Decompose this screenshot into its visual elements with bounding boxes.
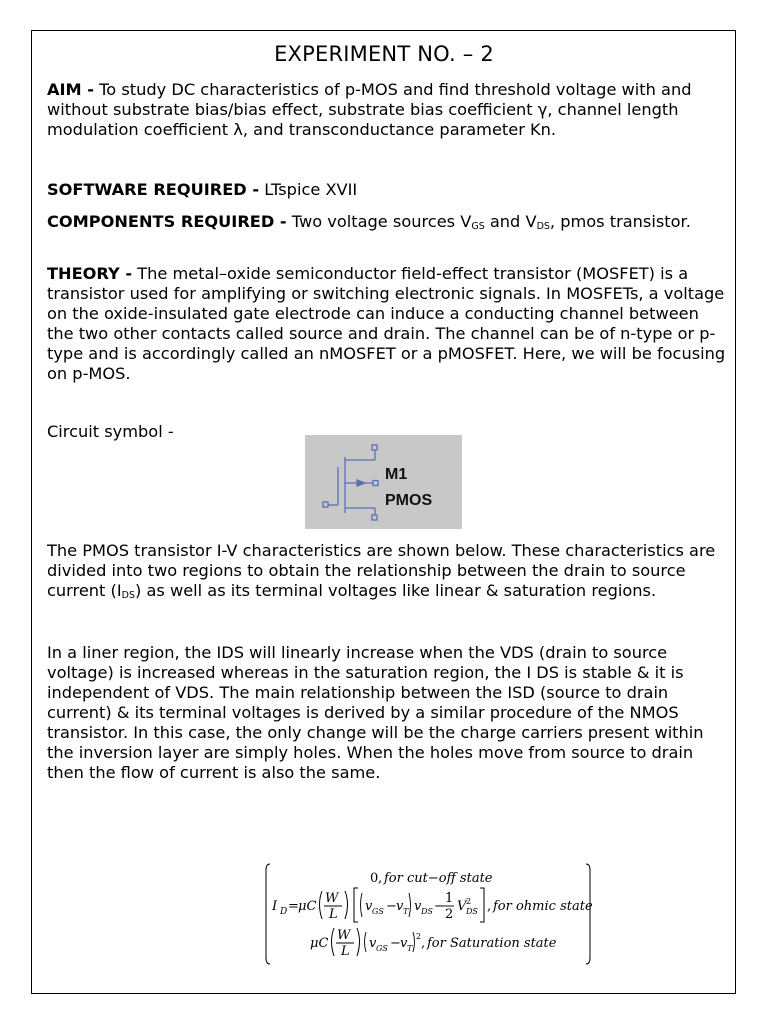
svg-text:T: T xyxy=(403,907,409,916)
eq-zero: 0 xyxy=(370,871,379,886)
components-text-after: , pmos transistor. xyxy=(549,212,691,231)
components-text-mid: and V xyxy=(484,212,537,231)
pmos-symbol-image xyxy=(305,435,462,529)
components-text-before: Two voltage sources V xyxy=(286,212,472,231)
svg-text:=: = xyxy=(288,899,299,914)
svg-text:T: T xyxy=(407,944,413,953)
iv-characteristics-paragraph xyxy=(47,541,727,606)
software-label: SOFTWARE REQUIRED - xyxy=(47,180,260,199)
aim-text: To study DC characteristics of p-MOS and find threshold voltage with and without substrate bias/bias effect, substrate bias coefficient γ, channel length modulation coefficient λ, and transconductance parameter Kn. xyxy=(47,80,692,139)
svg-text:−: − xyxy=(434,899,445,914)
theory-label: THEORY - xyxy=(47,264,133,283)
svg-text:L: L xyxy=(329,907,338,922)
aim-label: AIM - xyxy=(47,80,95,99)
svg-text:,: , xyxy=(421,936,426,951)
svg-text:μC: μC xyxy=(298,899,317,914)
svg-text:DS: DS xyxy=(466,907,478,916)
eq-case-saturation: for Saturation state xyxy=(427,936,557,951)
svg-text:,: , xyxy=(378,871,383,886)
svg-text:v: v xyxy=(414,899,422,914)
aim-section xyxy=(47,80,727,140)
linear-region-paragraph: In a liner region, the IDS will linearly increase when the VDS (drain to source voltage) is increased whereas in the saturation region, the I DS is stable & it is independent of VDS. The main relationship between the ISD (source to drain current) & its terminal voltages is derived by a similar procedure of the NMOS transistor. In this case, the only change will be the charge carriers present within the inversion layer are simply holes. When the holes move from source to drain then the flow of current is also the same. xyxy=(47,643,704,782)
theory-text: The metal–oxide semiconductor field-effect transistor (MOSFET) is a transistor used for amplifying or switching electronic signals. In MOSFETs, a voltage on the oxide-insulated gate electrode can induce a conducting channel between the two other contacts called source and drain. The channel can be of n-type or p-type and is accordingly called an nMOSFET or a pMOSFET. Here, we will be focusing on p-MOS. xyxy=(47,264,726,383)
svg-text:,: , xyxy=(487,899,492,914)
svg-text:v: v xyxy=(396,899,404,914)
components-label: COMPONENTS REQUIRED - xyxy=(47,212,287,231)
svg-text:−: − xyxy=(386,899,397,914)
svg-text:v: v xyxy=(369,936,377,951)
svg-text:2: 2 xyxy=(466,897,472,906)
pmos-symbol-svg xyxy=(305,435,462,529)
svg-text:W: W xyxy=(337,928,351,943)
svg-text:v: v xyxy=(365,899,373,914)
svg-text:GS: GS xyxy=(372,907,384,916)
components-sub-gs: GS xyxy=(471,221,485,232)
components-sub-ds: DS xyxy=(536,221,550,232)
svg-text:−: − xyxy=(390,936,401,951)
symbol-name: M1 xyxy=(385,466,408,483)
eq-lhs: I xyxy=(272,899,278,914)
components-section xyxy=(47,212,727,237)
svg-text:L: L xyxy=(341,944,350,959)
iv-text-before: The PMOS transistor I-V characteristics are shown below. These characteristics are divided into two regions to obtain the relationship between the drain to source current (I xyxy=(47,541,716,600)
drain-current-equation xyxy=(262,860,594,968)
page-title: EXPERIMENT NO. – 2 xyxy=(274,42,494,66)
theory-section xyxy=(47,264,727,384)
software-text: LTspice XVII xyxy=(259,180,358,199)
svg-text:DS: DS xyxy=(421,907,433,916)
software-section xyxy=(47,180,727,200)
svg-text:W: W xyxy=(325,891,339,906)
eq-lhs-sub: D xyxy=(280,907,288,917)
svg-text:1: 1 xyxy=(445,891,454,906)
svg-text:V: V xyxy=(457,899,467,914)
circuit-symbol-label: Circuit symbol - xyxy=(47,422,174,441)
eq-case-cutoff: for cut−off state xyxy=(384,871,493,886)
eq-case-ohmic: for ohmic state xyxy=(493,899,593,914)
iv-text-after: ) as well as its terminal voltages like linear & saturation regions. xyxy=(135,581,657,600)
svg-text:μC: μC xyxy=(310,936,329,951)
iv-sub-ds: DS xyxy=(121,590,135,601)
svg-text:2: 2 xyxy=(416,932,422,941)
svg-text:GS: GS xyxy=(376,944,388,953)
svg-text:v: v xyxy=(400,936,408,951)
symbol-type: PMOS xyxy=(385,492,433,509)
svg-text:2: 2 xyxy=(445,907,454,922)
